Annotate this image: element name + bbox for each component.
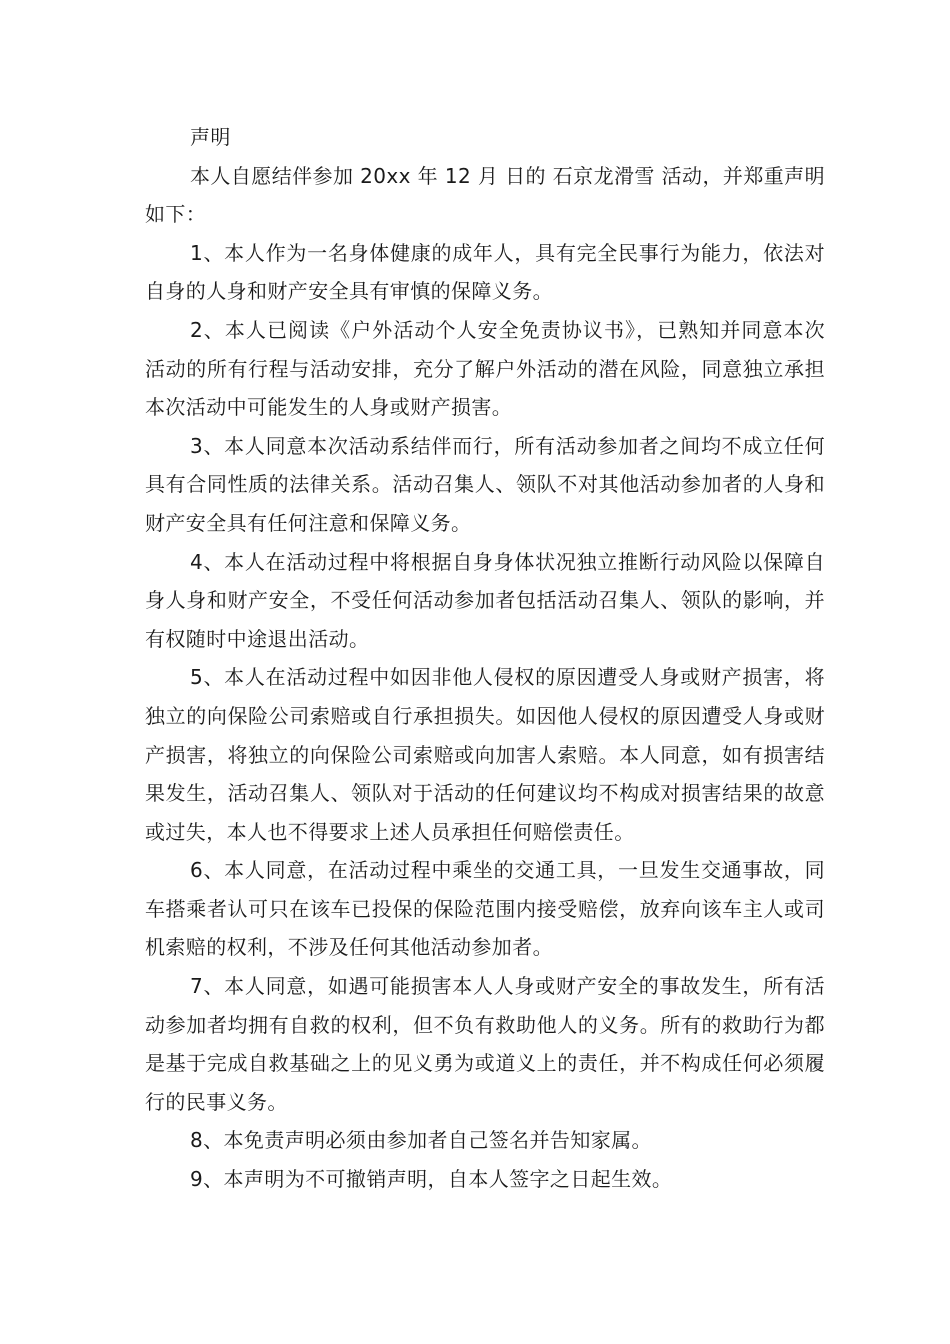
clause-8: 8、本免责声明必须由参加者自己签名并告知家属。 xyxy=(190,1128,652,1153)
intro-paragraph: 本人自愿结伴参加 20xx 年 12 月 日的 石京龙滑雪 活动，并郑重声明如下： xyxy=(145,163,825,227)
clause-3: 3、本人同意本次活动系结伴而行，所有活动参加者之间均不成立任何具有合同性质的法律关系。活动召集人、领队不对其他活动参加者的人身和财产安全具有任何注意和保障义务。 xyxy=(145,433,825,535)
clause-4: 4、本人在活动过程中将根据自身身体状况独立推断行动风险以保障自身人身和财产安全，不受任何活动参加者包括活动召集人、领队的影响，并有权随时中途退出活动。 xyxy=(145,549,825,651)
clause-1: 1、本人作为一名身体健康的成年人，具有完全民事行为能力，依法对自身的人身和财产安全具有审慎的保障义务。 xyxy=(145,240,825,304)
document-body xyxy=(145,118,825,1199)
clause-7: 7、本人同意，如遇可能损害本人人身或财产安全的事故发生，所有活动参加者均拥有自救的权利，但不负有救助他人的义务。所有的救助行为都是基于完成自救基础之上的见义勇为或道义上的责任，并不构成任何必须履行的民事义务。 xyxy=(145,974,825,1114)
document-title: 声明 xyxy=(190,125,231,149)
clause-6: 6、本人同意，在活动过程中乘坐的交通工具，一旦发生交通事故，同车搭乘者认可只在该车已投保的保险范围内接受赔偿，放弃向该车主人或司机索赔的权利，不涉及任何其他活动参加者。 xyxy=(145,858,825,960)
clause-9: 9、本声明为不可撤销声明，自本人签字之日起生效。 xyxy=(190,1167,673,1192)
clause-2: 2、本人已阅读《户外活动个人安全免责协议书》，已熟知并同意本次活动的所有行程与活动安排，充分了解户外活动的潜在风险，同意独立承担本次活动中可能发生的人身或财产损害。 xyxy=(145,317,825,420)
clause-5: 5、本人在活动过程中如因非他人侵权的原因遭受人身或财产损害，将独立的向保险公司索赔或自行承担损失。如因他人侵权的原因遭受人身或财产损害，将独立的向保险公司索赔或向加害人索赔。本人同意，如有损害结果发生，活动召集人、领队对于活动的任何建议均不构成对损害结果的故意或过失，本人也不得要求上述人员承担任何赔偿责任。 xyxy=(145,665,825,844)
